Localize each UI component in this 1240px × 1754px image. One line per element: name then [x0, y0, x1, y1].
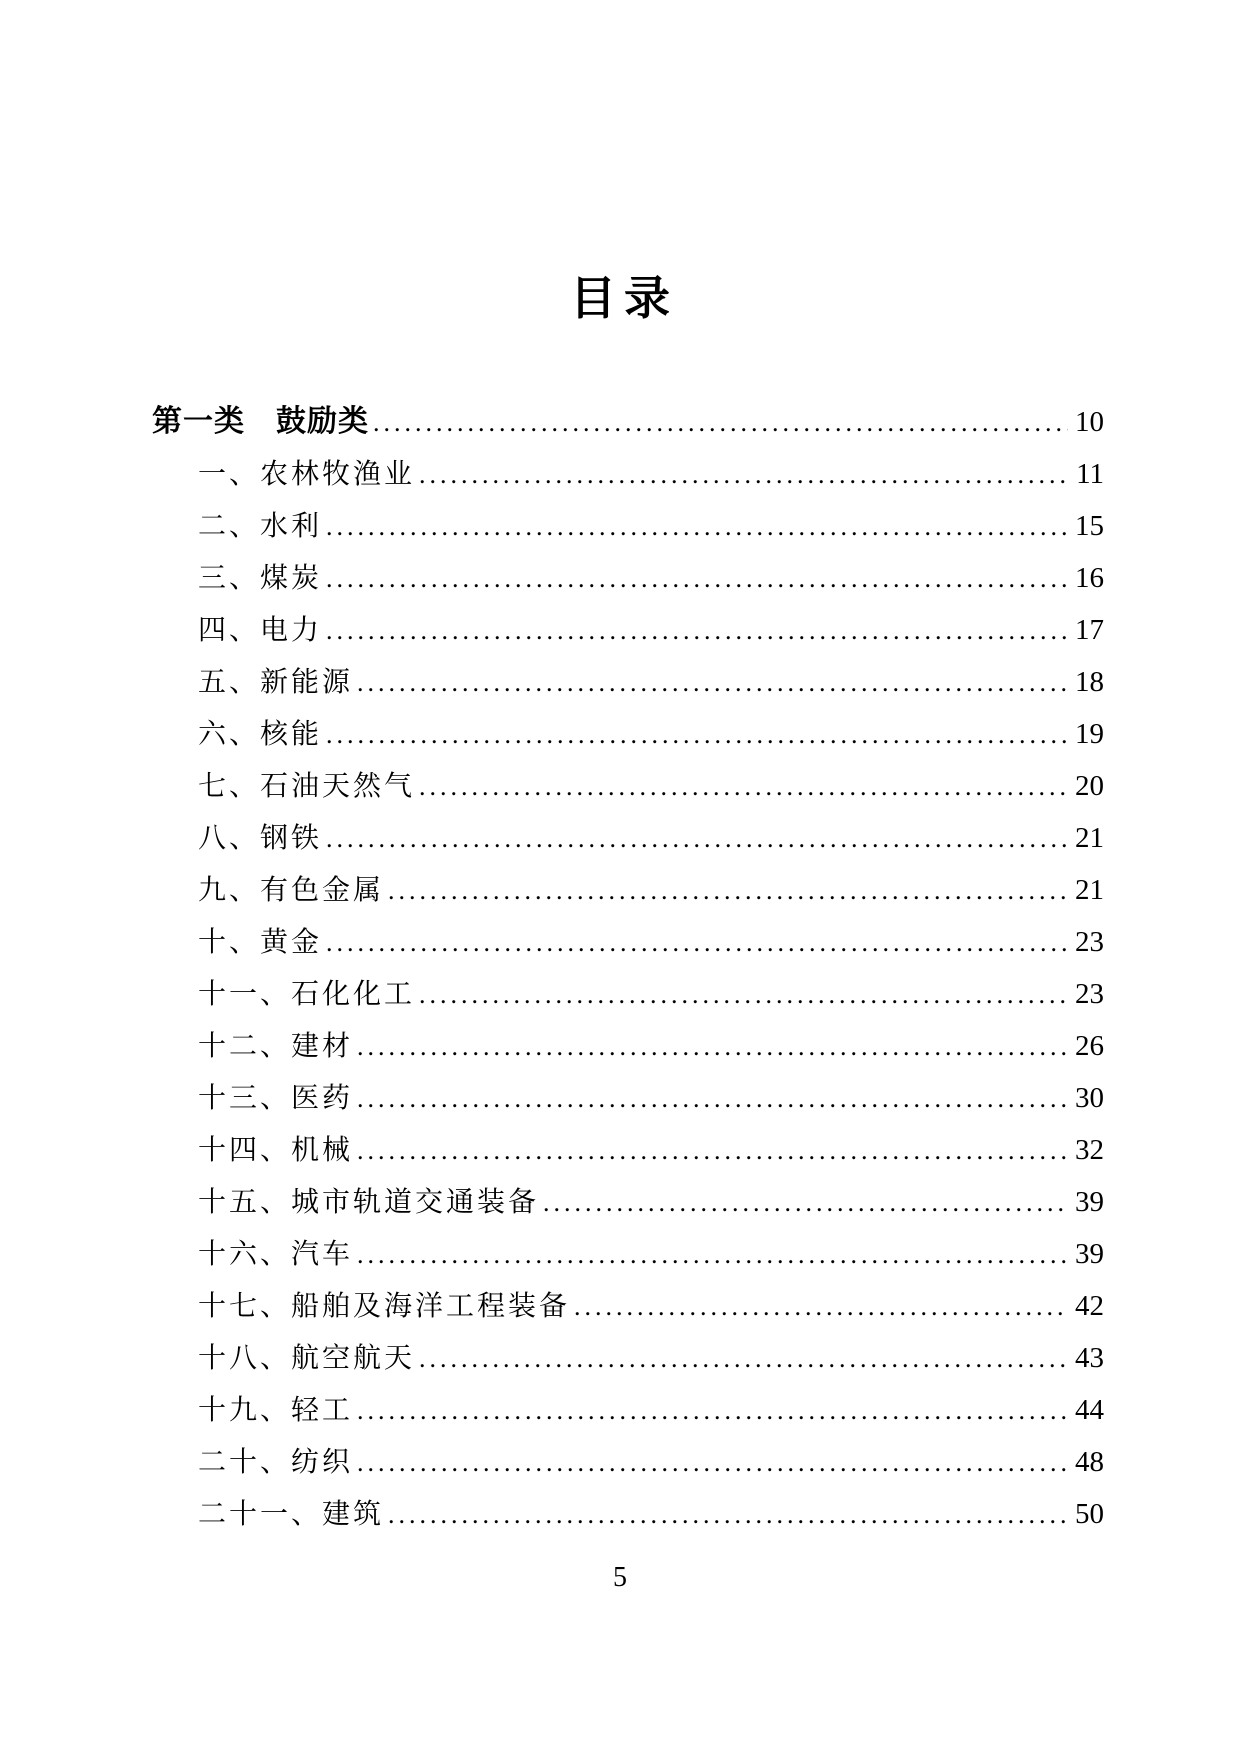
toc-entry-page-number: 21	[1075, 822, 1104, 854]
toc-entry-label: 十一、石化化工	[198, 977, 416, 1010]
toc-entry[interactable]	[152, 1124, 1104, 1176]
toc-entry-label: 八、钢铁	[198, 821, 323, 854]
toc-dot-leader	[373, 397, 1068, 449]
toc-entry-label: 二十、纺织	[198, 1445, 354, 1478]
toc-entry-page-number: 15	[1075, 510, 1104, 542]
toc-entry-label: 九、有色金属	[198, 873, 385, 906]
toc-entry-page-number: 16	[1075, 562, 1104, 594]
toc-entry[interactable]	[152, 1280, 1104, 1332]
toc-entry[interactable]	[152, 1436, 1104, 1488]
toc-entry[interactable]	[152, 760, 1104, 812]
toc-entry-label: 六、核能	[198, 717, 323, 750]
toc-dot-leader	[326, 709, 1068, 761]
toc-entry[interactable]	[152, 916, 1104, 968]
toc-entry[interactable]	[152, 968, 1104, 1020]
toc-entry-page-number: 50	[1075, 1498, 1104, 1530]
toc-entry-page-number: 10	[1075, 406, 1104, 438]
toc-entry-label: 十七、船舶及海洋工程装备	[198, 1289, 571, 1322]
page-number-footer: 5	[613, 1562, 627, 1593]
toc-entry-page-number: 30	[1075, 1082, 1104, 1114]
toc-entry-label: 十三、医药	[198, 1081, 354, 1114]
toc-list	[152, 396, 1104, 1540]
toc-dot-leader	[326, 605, 1068, 657]
toc-entry-label: 第一类 鼓励类	[152, 404, 369, 439]
toc-dot-leader	[419, 1333, 1068, 1385]
toc-entry-label: 七、石油天然气	[198, 769, 416, 802]
toc-dot-leader	[357, 1125, 1068, 1177]
toc-dot-leader	[357, 1385, 1068, 1437]
toc-entry[interactable]	[152, 500, 1104, 552]
toc-entry[interactable]	[152, 604, 1104, 656]
toc-entry[interactable]	[152, 656, 1104, 708]
toc-dot-leader	[326, 813, 1068, 865]
toc-entry-page-number: 26	[1075, 1030, 1104, 1062]
toc-entry[interactable]	[152, 396, 1104, 448]
toc-entry[interactable]	[152, 1332, 1104, 1384]
toc-entry-label: 十九、轻工	[198, 1393, 354, 1426]
toc-dot-leader	[357, 1073, 1068, 1125]
toc-entry-page-number: 44	[1075, 1394, 1104, 1426]
toc-dot-leader	[419, 449, 1069, 501]
toc-entry-label: 三、煤炭	[198, 561, 323, 594]
toc-entry-label: 四、电力	[198, 613, 323, 646]
toc-entry[interactable]	[152, 864, 1104, 916]
toc-entry-page-number: 19	[1075, 718, 1104, 750]
toc-entry-label: 十二、建材	[198, 1029, 354, 1062]
toc-dot-leader	[326, 917, 1068, 969]
toc-dot-leader	[357, 657, 1068, 709]
toc-dot-leader	[388, 1489, 1068, 1541]
toc-dot-leader	[574, 1281, 1068, 1333]
toc-entry-page-number: 43	[1075, 1342, 1104, 1374]
toc-dot-leader	[357, 1229, 1068, 1281]
toc-dot-leader	[419, 969, 1068, 1021]
toc-entry-page-number: 21	[1075, 874, 1104, 906]
toc-entry[interactable]	[152, 1384, 1104, 1436]
toc-entry[interactable]	[152, 708, 1104, 760]
toc-entry-label: 二、水利	[198, 509, 323, 542]
toc-entry-page-number: 11	[1076, 458, 1104, 490]
toc-dot-leader	[357, 1437, 1068, 1489]
toc-dot-leader	[326, 501, 1068, 553]
toc-entry-page-number: 17	[1075, 614, 1104, 646]
toc-dot-leader	[543, 1177, 1068, 1229]
toc-entry-label: 十八、航空航天	[198, 1341, 416, 1374]
toc-dot-leader	[357, 1021, 1068, 1073]
toc-entry-page-number: 20	[1075, 770, 1104, 802]
toc-entry[interactable]	[152, 1488, 1104, 1540]
toc-entry-page-number: 39	[1075, 1238, 1104, 1270]
page-title: 目录	[570, 271, 678, 325]
toc-entry-label: 五、新能源	[198, 665, 354, 698]
toc-entry-page-number: 42	[1075, 1290, 1104, 1322]
toc-entry-page-number: 18	[1075, 666, 1104, 698]
toc-entry[interactable]	[152, 448, 1104, 500]
toc-entry[interactable]	[152, 1228, 1104, 1280]
toc-entry[interactable]	[152, 1176, 1104, 1228]
toc-entry-label: 二十一、建筑	[198, 1497, 385, 1530]
toc-entry-page-number: 39	[1075, 1186, 1104, 1218]
toc-entry-label: 十六、汽车	[198, 1237, 354, 1270]
toc-entry-page-number: 23	[1075, 926, 1104, 958]
toc-entry-page-number: 48	[1075, 1446, 1104, 1478]
toc-entry-label: 十四、机械	[198, 1133, 354, 1166]
toc-entry-label: 一、农林牧渔业	[198, 457, 416, 490]
toc-entry-page-number: 23	[1075, 978, 1104, 1010]
toc-dot-leader	[419, 761, 1068, 813]
toc-entry[interactable]	[152, 552, 1104, 604]
toc-entry-label: 十、黄金	[198, 925, 323, 958]
toc-dot-leader	[326, 553, 1068, 605]
toc-entry[interactable]	[152, 812, 1104, 864]
toc-entry[interactable]	[152, 1072, 1104, 1124]
toc-entry-page-number: 32	[1075, 1134, 1104, 1166]
toc-dot-leader	[388, 865, 1068, 917]
toc-entry-label: 十五、城市轨道交通装备	[198, 1185, 540, 1218]
toc-entry[interactable]	[152, 1020, 1104, 1072]
